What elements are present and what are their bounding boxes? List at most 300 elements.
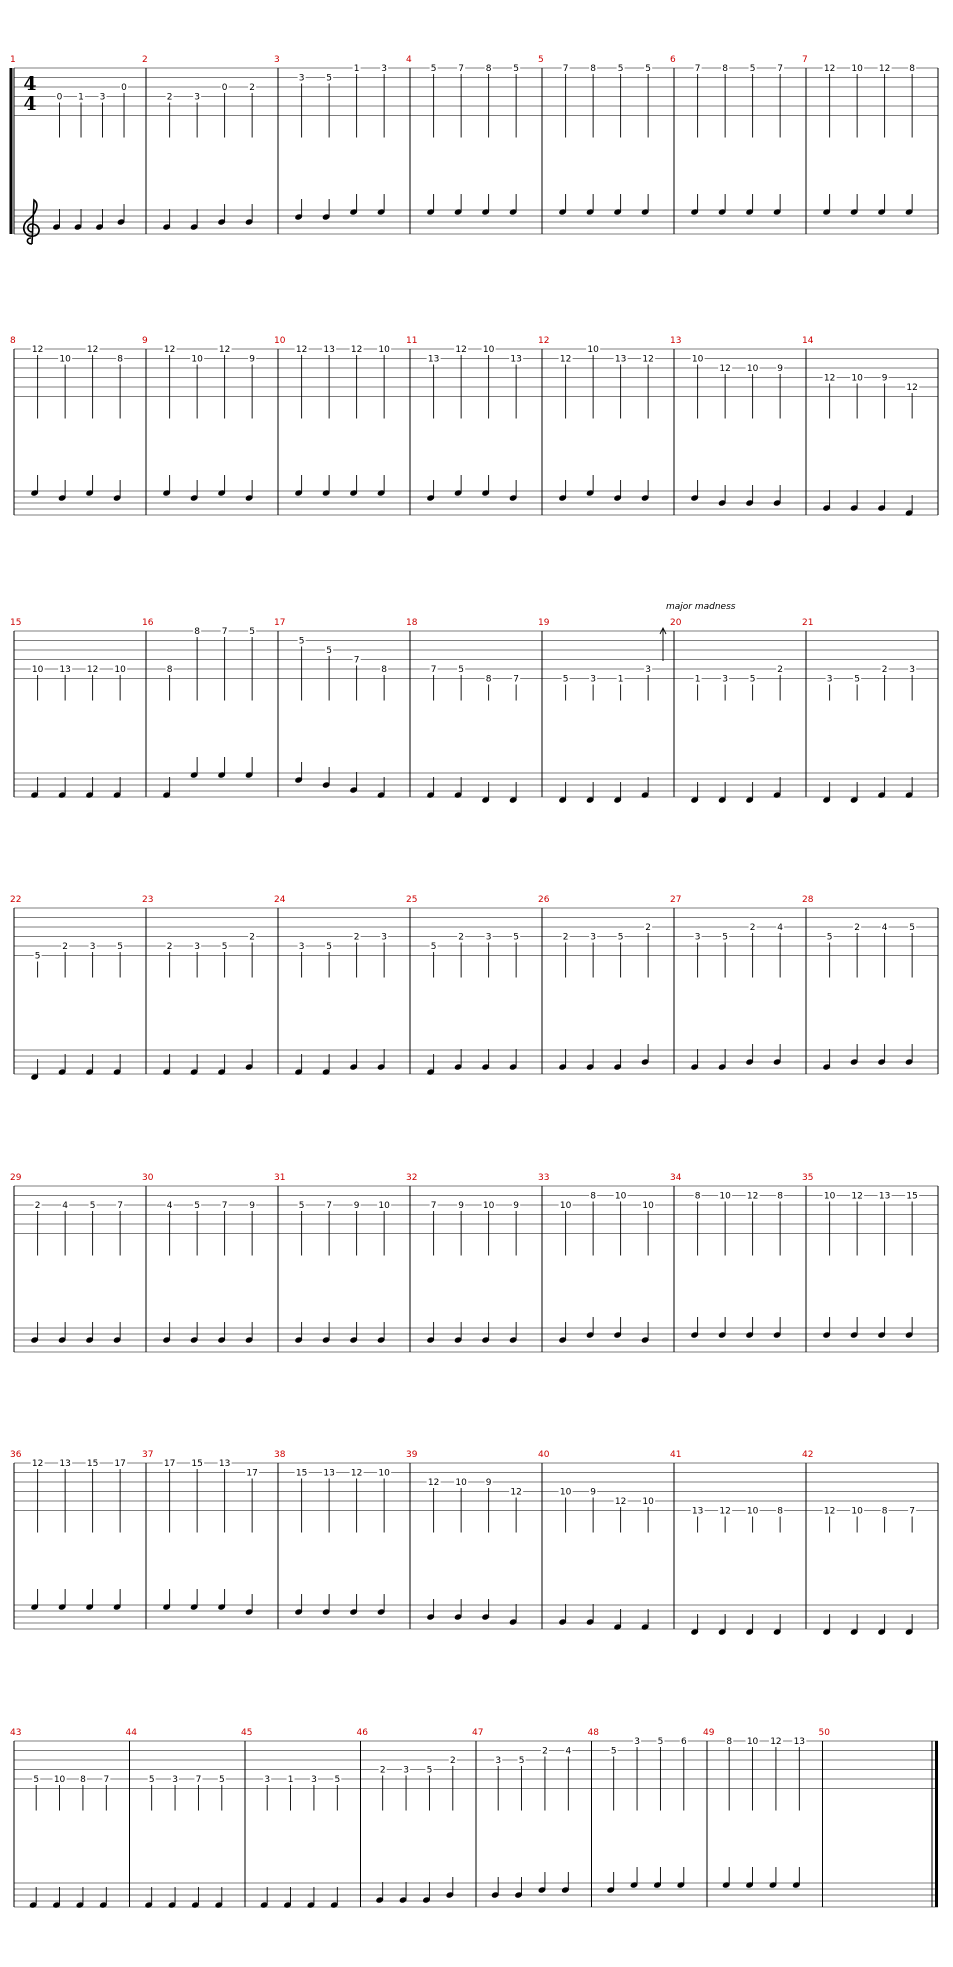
fret-number: 10 — [378, 1201, 390, 1211]
measure — [802, 336, 938, 517]
measure — [802, 55, 938, 234]
measure — [126, 1728, 246, 1909]
fret-number: 5 — [513, 64, 519, 74]
fret-number: 12 — [878, 64, 891, 74]
fret-number: 2 — [542, 1746, 548, 1757]
fret-number: 10 — [719, 1191, 731, 1202]
measure-number: 40 — [538, 1450, 550, 1460]
fret-number: 8 — [777, 1506, 783, 1517]
measure-number: 45 — [241, 1728, 253, 1738]
fret-number: 7 — [221, 1201, 228, 1211]
fret-number: 8 — [590, 64, 596, 74]
measure-number: 32 — [406, 1173, 418, 1183]
fret-number: 13 — [510, 354, 522, 365]
measure — [274, 1173, 410, 1352]
fret-number: 3 — [909, 665, 915, 675]
measure-number: 10 — [274, 336, 286, 346]
fret-number: 10 — [851, 373, 863, 384]
fret-number: 5 — [518, 1756, 525, 1766]
fret-number: 7 — [562, 64, 569, 74]
fret-number: 12 — [851, 1191, 863, 1202]
time-signature-bottom: 4 — [23, 93, 37, 115]
fret-number: 4 — [565, 1746, 572, 1757]
fret-number: 12 — [295, 345, 308, 355]
fret-number: 1 — [78, 92, 84, 103]
fret-number: 10 — [114, 665, 126, 675]
fret-number: 5 — [221, 942, 228, 952]
fret-number: 8 — [722, 64, 728, 74]
measure — [142, 336, 278, 515]
fret-number: 15 — [295, 1468, 308, 1479]
fret-number: 5 — [854, 674, 860, 685]
fret-number: 5 — [117, 942, 123, 952]
fret-number: 8 — [909, 64, 915, 74]
fret-number: 12 — [823, 373, 836, 384]
measure-number: 44 — [125, 1728, 137, 1738]
measure — [670, 1450, 806, 1636]
fret-number: 10 — [191, 354, 203, 365]
fret-number: 7 — [777, 64, 783, 74]
measure-number: 6 — [670, 55, 676, 65]
fret-number: 5 — [218, 1775, 225, 1785]
fret-number: 5 — [34, 951, 41, 962]
measure-number: 28 — [802, 895, 814, 905]
measure-number: 33 — [538, 1173, 550, 1183]
fret-number: 8 — [117, 354, 123, 365]
fret-number: 3 — [194, 92, 200, 103]
fret-number: 7 — [430, 665, 437, 675]
measure — [802, 895, 938, 1074]
fret-number: 5 — [326, 942, 332, 952]
fret-number: 2 — [881, 665, 888, 675]
fret-number: 10 — [642, 1201, 654, 1211]
fret-number: 6 — [680, 1737, 687, 1747]
fret-number: 12 — [455, 345, 467, 355]
fret-number: 13 — [59, 665, 71, 675]
fret-number: 3 — [590, 932, 596, 943]
fret-number: 12 — [614, 1497, 627, 1507]
fret-number: 12 — [31, 1459, 44, 1469]
fret-number: 8 — [194, 627, 200, 637]
fret-number: 12 — [218, 345, 231, 355]
fret-number: 9 — [513, 1201, 519, 1211]
fret-number: 5 — [298, 636, 305, 647]
measure — [802, 618, 938, 804]
measure-number: 47 — [472, 1728, 484, 1738]
measure-number: 15 — [10, 618, 22, 628]
fret-number: 2 — [854, 923, 860, 933]
measure-number: 39 — [406, 1450, 418, 1460]
fret-number: 2 — [249, 83, 255, 93]
measure — [472, 1728, 592, 1907]
fret-number: 5 — [194, 1201, 200, 1211]
measure — [142, 1450, 278, 1629]
measure-number: 29 — [10, 1173, 22, 1183]
fret-number: 12 — [719, 364, 731, 374]
measure — [406, 1173, 542, 1352]
fret-number: 8 — [381, 665, 387, 675]
measure — [538, 55, 674, 234]
fret-number: 2 — [249, 932, 255, 943]
measure-number: 12 — [538, 336, 550, 346]
fret-number: 10 — [53, 1775, 66, 1785]
fret-number: 13 — [218, 1459, 231, 1469]
annotation-text: major madness — [666, 602, 736, 612]
fret-number: 3 — [172, 1775, 178, 1785]
measure-number: 16 — [142, 618, 154, 628]
measure — [10, 1728, 130, 1909]
measure — [274, 55, 410, 234]
system — [10, 1173, 938, 1352]
measure-number: 8 — [10, 336, 16, 346]
fret-number: 5 — [326, 646, 332, 656]
fret-number: 2 — [379, 1765, 386, 1776]
measure-number: 17 — [274, 618, 286, 628]
fret-number: 3 — [485, 932, 492, 943]
fret-number: 12 — [86, 665, 99, 675]
measure — [538, 895, 674, 1074]
measure-number: 43 — [10, 1728, 22, 1738]
fret-number: 10 — [746, 1737, 759, 1747]
fret-number: 12 — [906, 383, 918, 393]
fret-number: 3 — [694, 932, 701, 943]
measure-number: 23 — [142, 895, 154, 905]
measure — [670, 895, 806, 1074]
measure — [406, 1450, 542, 1629]
fret-number: 8 — [777, 1191, 783, 1202]
fret-number: 1 — [617, 674, 624, 685]
fret-number: 10 — [31, 665, 44, 675]
measure — [10, 618, 146, 799]
fret-number: 2 — [449, 1756, 456, 1766]
fret-number: 7 — [694, 64, 701, 74]
fret-number: 10 — [746, 1506, 759, 1517]
measure — [406, 618, 542, 804]
fret-number: 7 — [458, 64, 464, 74]
fret-number: 9 — [249, 1201, 255, 1211]
measure — [538, 1173, 674, 1352]
measure — [274, 618, 410, 799]
measure-number: 26 — [538, 895, 550, 905]
fret-number: 10 — [614, 1191, 627, 1202]
fret-number: 7 — [103, 1775, 110, 1785]
fret-number: 1 — [694, 674, 701, 685]
fret-number: 12 — [719, 1506, 731, 1517]
measure-number: 42 — [802, 1450, 814, 1460]
measure — [670, 1173, 806, 1352]
fret-number: 13 — [59, 1459, 71, 1469]
fret-number: 5 — [430, 942, 437, 952]
system — [10, 1728, 938, 1909]
fret-number: 13 — [323, 345, 335, 355]
fret-number: 2 — [62, 942, 68, 952]
fret-number: 8 — [590, 1191, 596, 1202]
fret-number: 3 — [99, 92, 106, 103]
measure-number: 49 — [703, 1728, 715, 1738]
fret-number: 2 — [353, 932, 360, 943]
measure-number: 3 — [274, 55, 280, 65]
fret-number: 7 — [117, 1201, 123, 1211]
measure — [670, 336, 806, 515]
fret-number: 9 — [777, 364, 783, 374]
measure — [274, 895, 410, 1076]
measure — [142, 895, 278, 1076]
measure-number: 37 — [142, 1450, 154, 1460]
fret-number: 9 — [249, 354, 255, 365]
measure-number: 20 — [670, 618, 682, 628]
fret-number: 10 — [378, 1468, 390, 1479]
measure — [274, 1450, 410, 1629]
fret-number: 3 — [645, 665, 651, 675]
fret-number: 3 — [381, 64, 387, 74]
fret-number: 5 — [657, 1737, 664, 1747]
fret-number: 3 — [403, 1765, 409, 1776]
fret-number: 7 — [221, 627, 228, 637]
measure-number: 13 — [670, 336, 682, 346]
measure-number: 18 — [406, 618, 418, 628]
fret-number: 9 — [590, 1487, 596, 1498]
fret-number: 5 — [89, 1201, 96, 1211]
measure — [670, 55, 806, 234]
fret-number: 5 — [249, 627, 255, 637]
fret-number: 2 — [562, 932, 569, 943]
measure-number: 46 — [356, 1728, 368, 1738]
fret-number: 17 — [246, 1468, 258, 1479]
measure-number: 36 — [10, 1450, 22, 1460]
measure-number: 31 — [274, 1173, 286, 1183]
fret-number: 5 — [617, 64, 624, 74]
fret-number: 12 — [163, 345, 176, 355]
fret-number: 12 — [823, 64, 836, 74]
measure — [819, 1728, 937, 1907]
fret-number: 10 — [587, 345, 599, 355]
fret-number: 2 — [34, 1201, 41, 1211]
fret-number: 3 — [298, 73, 305, 84]
fret-number: 3 — [722, 674, 728, 685]
fret-number: 3 — [311, 1775, 317, 1785]
measure — [670, 618, 806, 804]
fret-number: 8 — [485, 674, 492, 685]
measure — [241, 1728, 361, 1909]
fret-number: 3 — [298, 942, 305, 952]
fret-number: 8 — [485, 64, 492, 74]
fret-number: 10 — [559, 1201, 572, 1211]
fret-number: 3 — [826, 674, 833, 685]
fret-number: 5 — [513, 932, 519, 943]
measure — [142, 1173, 278, 1352]
measure-number: 1 — [10, 55, 16, 65]
measure — [406, 55, 542, 234]
measure-number: 50 — [818, 1728, 830, 1738]
fret-number: 5 — [749, 674, 756, 685]
measure-number: 24 — [274, 895, 286, 905]
measure — [10, 1450, 146, 1629]
measure — [802, 1450, 938, 1636]
fret-number: 13 — [793, 1737, 806, 1747]
fret-number: 5 — [326, 73, 332, 84]
fret-number: 5 — [430, 64, 437, 74]
system — [10, 602, 938, 804]
fret-number: 5 — [749, 64, 756, 74]
fret-number: 7 — [195, 1775, 202, 1785]
fret-number: 5 — [617, 932, 624, 943]
measure-number: 38 — [274, 1450, 286, 1460]
fret-number: 10 — [559, 1487, 572, 1498]
fret-number: 10 — [482, 1201, 495, 1211]
measure — [588, 1728, 708, 1907]
fret-number: 12 — [559, 354, 572, 365]
fret-number: 2 — [777, 665, 783, 675]
measure-number: 4 — [406, 55, 412, 65]
measure-number: 25 — [406, 895, 418, 905]
fret-number: 5 — [334, 1775, 341, 1785]
fret-number: 5 — [148, 1775, 155, 1785]
time-signature-top: 4 — [23, 73, 37, 95]
fret-number: 13 — [427, 354, 440, 365]
fret-number: 3 — [590, 674, 596, 685]
measure — [10, 1173, 146, 1352]
fret-number: 3 — [495, 1756, 502, 1766]
fret-number: 12 — [350, 1468, 363, 1479]
fret-number: 5 — [610, 1746, 617, 1757]
measure — [538, 336, 674, 515]
fret-number: 10 — [59, 354, 71, 365]
fret-number: 9 — [881, 373, 888, 384]
fret-number: 5 — [562, 674, 569, 685]
fret-number: 3 — [194, 942, 200, 952]
fret-number: 5 — [33, 1775, 40, 1785]
fret-number: 15 — [86, 1459, 99, 1469]
measure-number: 21 — [802, 618, 814, 628]
fret-number: 2 — [645, 923, 651, 933]
measure — [357, 1728, 477, 1907]
fret-number: 13 — [614, 354, 627, 365]
fret-number: 13 — [878, 1191, 891, 1202]
measure-number: 5 — [538, 55, 544, 65]
fret-number: 12 — [746, 1191, 759, 1202]
fret-number: 12 — [823, 1506, 836, 1517]
fret-number: 10 — [455, 1478, 467, 1488]
fret-number: 3 — [381, 932, 387, 943]
fret-number: 15 — [191, 1459, 203, 1469]
fret-number: 8 — [166, 665, 173, 675]
fret-number: 13 — [323, 1468, 335, 1479]
fret-number: 8 — [80, 1775, 86, 1785]
fret-number: 0 — [121, 83, 127, 93]
fret-number: 12 — [350, 345, 363, 355]
fret-number: 3 — [264, 1775, 271, 1785]
fret-number: 1 — [287, 1775, 294, 1785]
fret-number: 9 — [485, 1478, 492, 1488]
fret-number: 12 — [510, 1487, 522, 1498]
measure-number: 48 — [587, 1728, 599, 1738]
measure-number: 41 — [670, 1450, 682, 1460]
measure — [538, 1450, 674, 1631]
fret-number: 0 — [56, 92, 63, 103]
fret-number: 13 — [691, 1506, 704, 1517]
measure — [406, 895, 542, 1076]
fret-number: 2 — [749, 923, 756, 933]
fret-number: 7 — [513, 674, 519, 685]
fret-number: 10 — [851, 64, 863, 74]
fret-number: 17 — [114, 1459, 126, 1469]
fret-number: 1 — [353, 64, 360, 74]
fret-number: 7 — [326, 1201, 332, 1211]
fret-number: 17 — [163, 1459, 176, 1469]
measure-number: 11 — [406, 336, 418, 346]
measure — [406, 336, 542, 515]
fret-number: 12 — [31, 345, 44, 355]
fret-number: 5 — [298, 1201, 305, 1211]
fret-number: 12 — [427, 1478, 440, 1488]
fret-number: 2 — [458, 932, 464, 943]
fret-number: 5 — [909, 923, 915, 933]
fret-number: 15 — [906, 1191, 918, 1202]
measure — [10, 336, 146, 515]
fret-number: 10 — [746, 364, 759, 374]
measure — [802, 1173, 938, 1352]
fret-number: 4 — [166, 1201, 173, 1211]
system — [10, 1450, 938, 1636]
fret-number: 8 — [881, 1506, 888, 1517]
fret-number: 10 — [851, 1506, 863, 1517]
measure-number: 19 — [538, 618, 550, 628]
fret-number: 7 — [909, 1506, 915, 1517]
measure-number: 22 — [10, 895, 22, 905]
system — [10, 895, 938, 1081]
fret-number: 12 — [642, 354, 654, 365]
fret-number: 10 — [378, 345, 390, 355]
fret-number: 5 — [426, 1765, 433, 1776]
fret-number: 8 — [726, 1737, 733, 1747]
fret-number: 7 — [430, 1201, 437, 1211]
fret-number: 9 — [458, 1201, 464, 1211]
measure-number: 2 — [142, 55, 148, 65]
fret-number: 12 — [86, 345, 99, 355]
measure-number: 34 — [670, 1173, 682, 1183]
fret-number: 0 — [221, 83, 228, 93]
measure-number: 9 — [142, 336, 148, 346]
fret-number: 2 — [166, 942, 173, 952]
fret-number: 5 — [645, 64, 651, 74]
fret-number: 10 — [482, 345, 495, 355]
measure — [10, 895, 146, 1081]
fret-number: 10 — [691, 354, 704, 365]
measure — [703, 1728, 823, 1907]
fret-number: 8 — [694, 1191, 701, 1202]
fret-number: 2 — [166, 92, 173, 103]
measure — [538, 602, 736, 804]
fret-number: 7 — [353, 655, 360, 666]
fret-number: 5 — [722, 932, 728, 943]
fret-number: 4 — [881, 923, 888, 933]
fret-number: 10 — [642, 1497, 654, 1507]
fret-number: 4 — [62, 1201, 68, 1211]
measure-number: 7 — [802, 55, 808, 65]
fret-number: 9 — [353, 1201, 360, 1211]
fret-number: 3 — [89, 942, 96, 952]
fret-number: 10 — [823, 1191, 836, 1202]
measure — [142, 618, 278, 799]
measure-number: 14 — [802, 336, 814, 346]
measure-number: 35 — [802, 1173, 814, 1183]
fret-number: 4 — [777, 923, 783, 933]
fret-number: 3 — [634, 1737, 640, 1747]
fret-number: 5 — [826, 932, 833, 943]
system — [10, 336, 938, 517]
measure-number: 27 — [670, 895, 682, 905]
fret-number: 12 — [770, 1737, 782, 1747]
